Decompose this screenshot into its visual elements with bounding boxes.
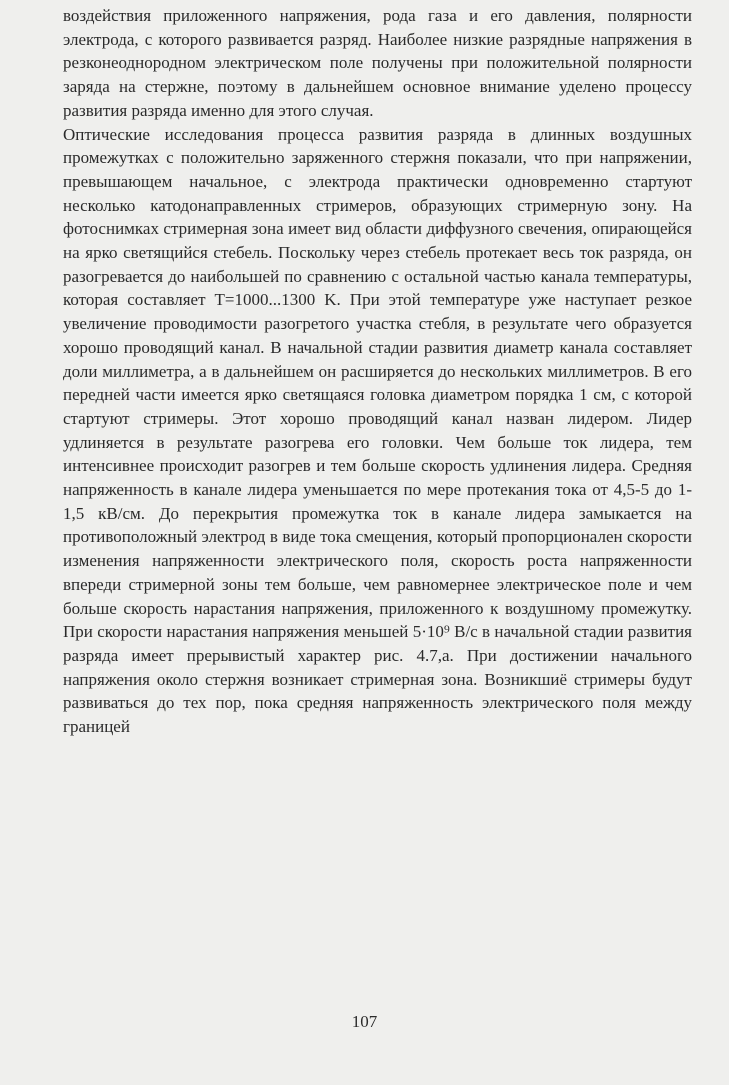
- body-text: [63, 4, 692, 739]
- paragraph-1: воздействия приложенного напряжения, рода газа и его давления, полярности электрода, с которого развивается разряд. Наиболее низкие разрядные напряжения в резконеоднородном электрическом поле получены при положительной полярности заряда на стержне, поэтому в дальнейшем основное внимание уделено процессу развития разряда именно для этого случая.: [63, 6, 692, 120]
- paragraph-2: Оптические исследования процесса развития разряда в длинных воздушных промежутках с положительно заряженного стержня показали, что при напряжении, превышающем начальное, с электрода практически одновременно стартуют несколько катодонаправленных стримеров, образующих стримерную зону. На фотоснимках стримерная зона имеет вид области диффузного свечения, опирающейся на ярко светящийся стебель. Поскольку через стебель протекает весь ток разряда, он разогревается до наибольшей по сравнению с остальной частью канала температуры, которая составляет T=1000...1300 K. При этой температуре уже наступает резкое увеличение проводимости разогретого участка стебля, в результате чего образуется хорошо проводящий канал. В начальной стадии развития диаметр канала составляет доли миллиметра, а в дальнейшем он расширяется до нескольких миллиметров. В его передней части имеется ярко светящаяся головка диаметром порядка 1 см, с которой стартуют стримеры. Этот хорошо проводящий канал назван лидером. Лидер удлиняется в результате разогрева его головки. Чем больше ток лидера, тем интенсивнее происходит разогрев и тем больше скорость удлинения лидера. Средняя напряженность в канале лидера уменьшается по мере протекания тока от 4,5-5 до 1-1,5 кВ/см. До перекрытия промежутка ток в канале лидера замыкается на противоположный электрод в виде тока смещения, который пропорционален скорости изменения напряженности электрического поля, скорость роста напряженности впереди стримерной зоны тем больше, чем равномернее электрическое поле и чем больше скорость нарастания напряжения, приложенного к воздушному промежутку. При скорости нарастания напряжения меньшей 5·10⁹ В/с в начальной стадии развития разряда имеет прерывистый характер рис. 4.7,а. При достижении начального напряжения около стержня возникает стримерная зона. Возникшиё стримеры будут развиваться до тех пор, пока средняя напряженность электрического поля между границей: [63, 124, 692, 737]
- page-number: 107: [351, 1012, 378, 1031]
